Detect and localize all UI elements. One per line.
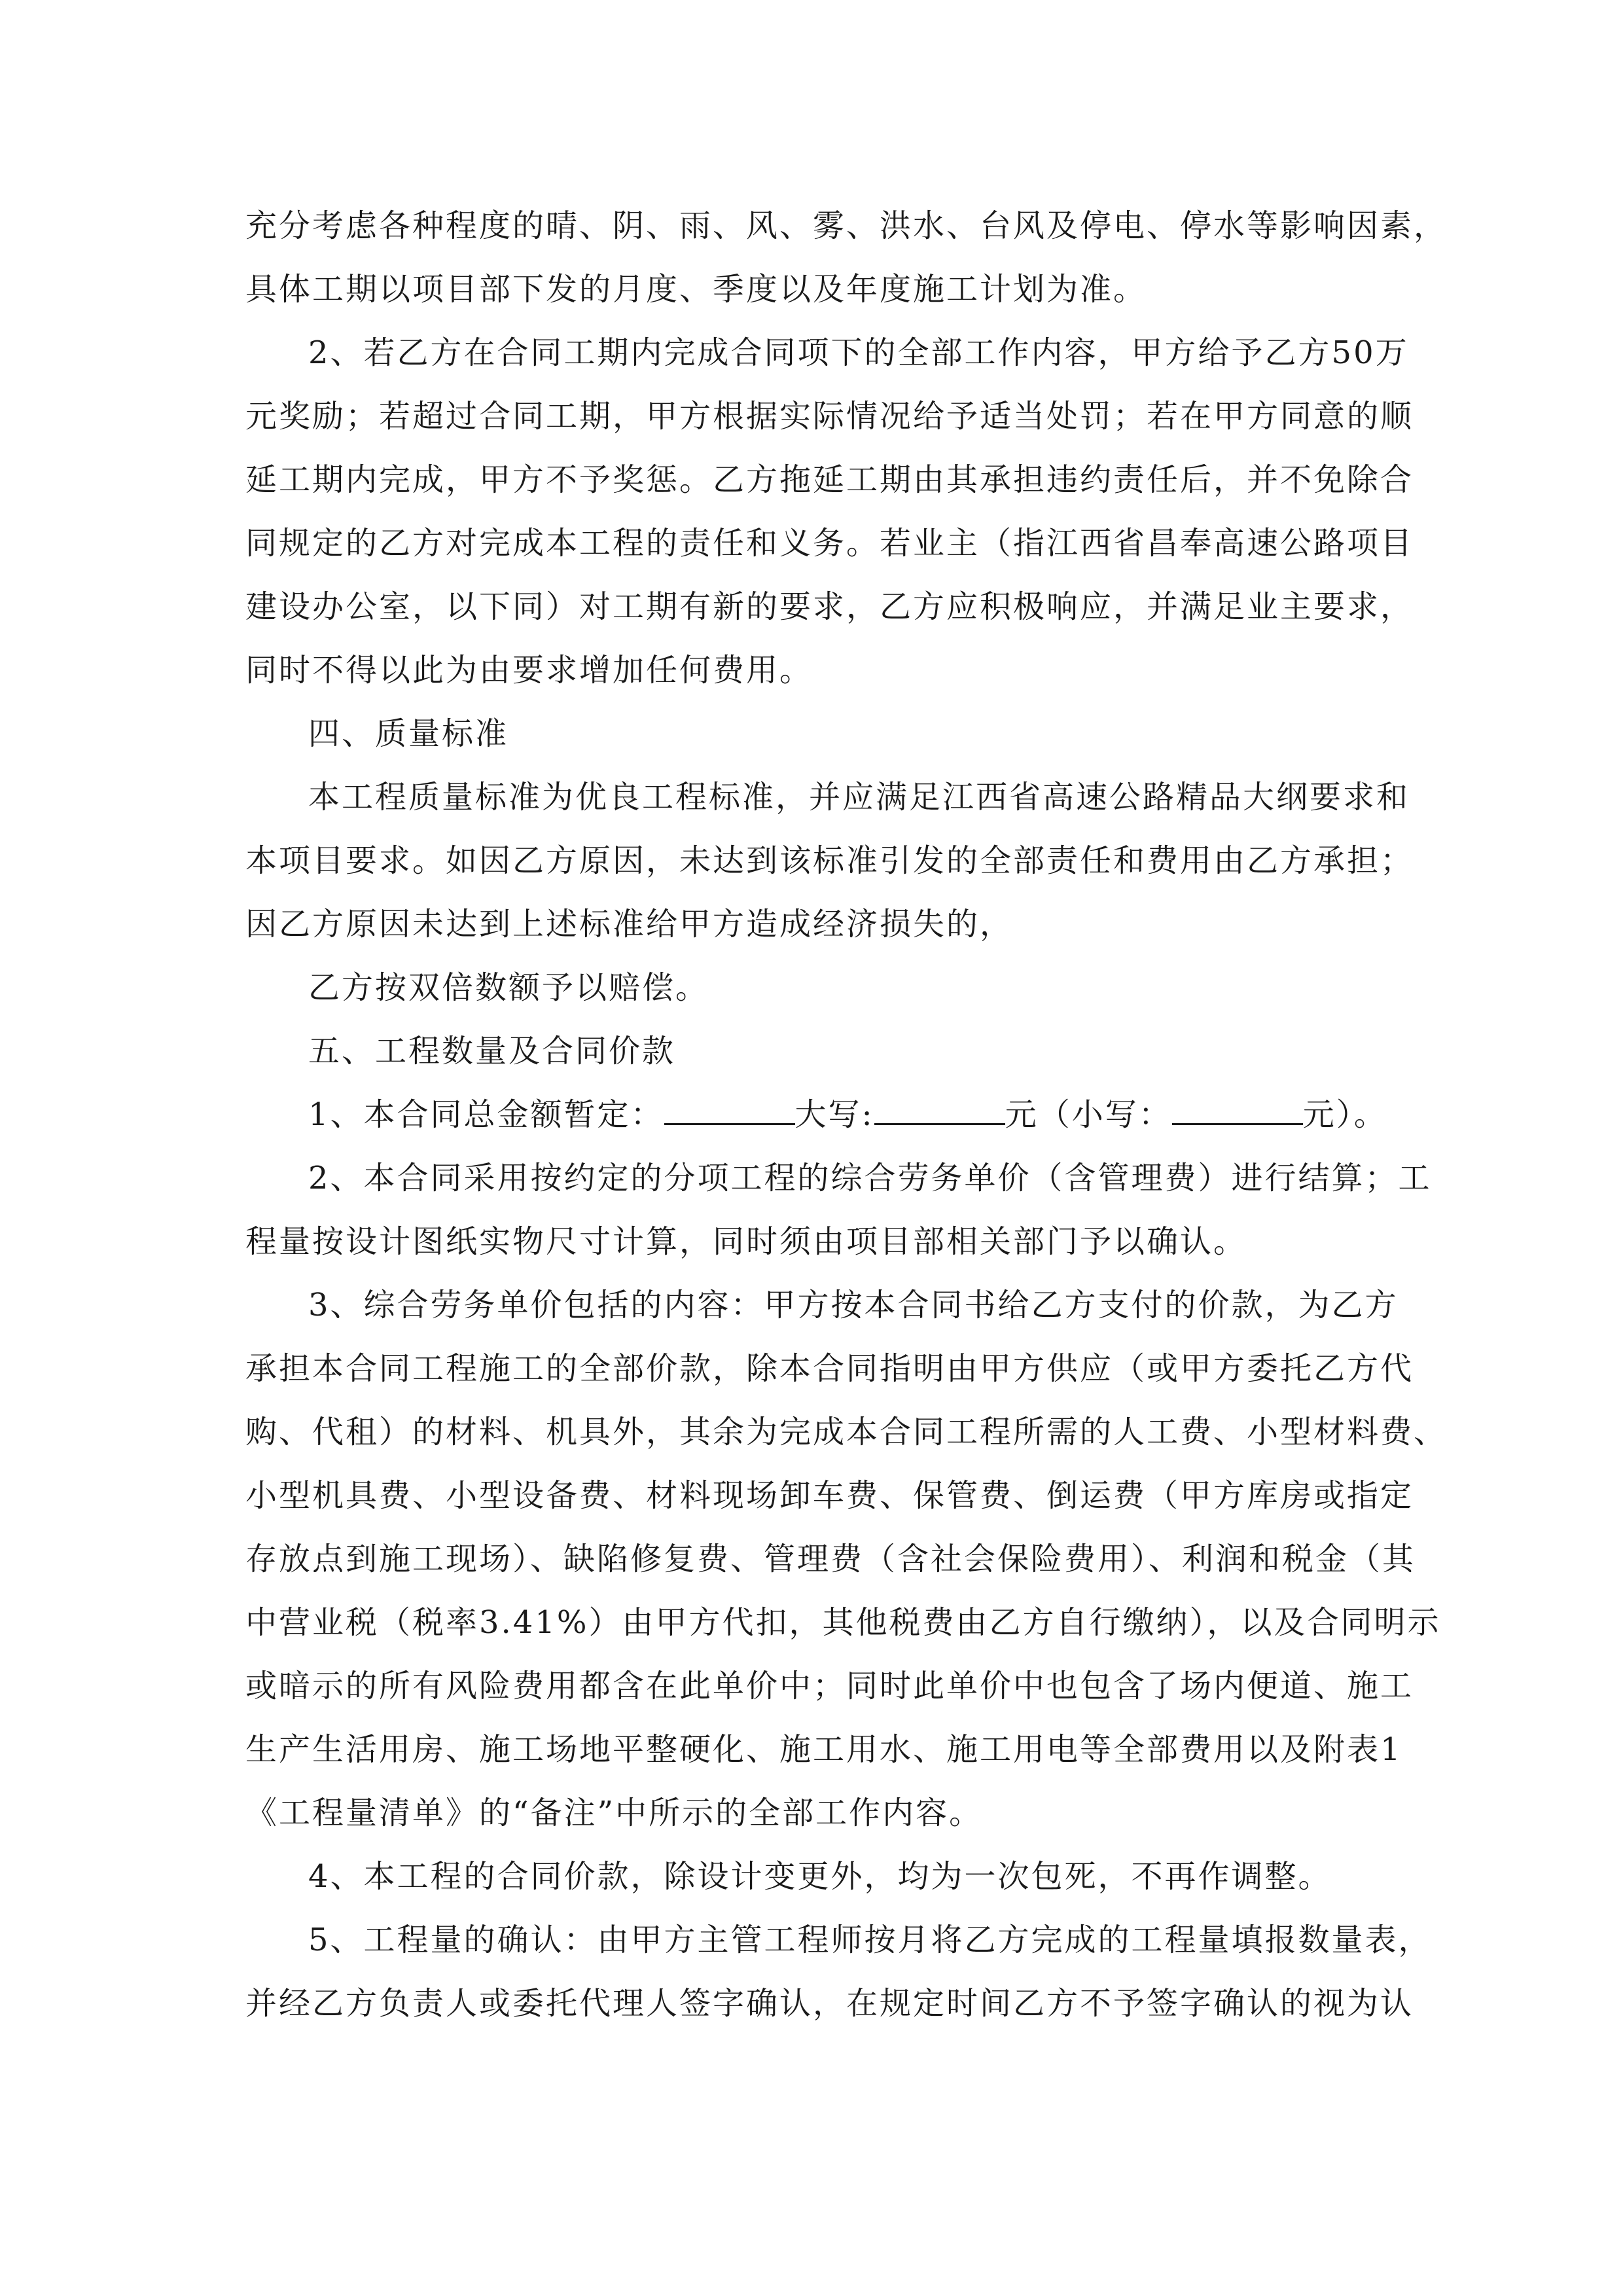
text-line: 本项目要求。如因乙方原因，未达到该标准引发的全部责任和费用由乙方承担； (245, 842, 1414, 879)
text-line: 存放点到施工现场）、缺陷修复费、管理费（含社会保险费用）、利润和税金（其 (245, 1541, 1416, 1577)
text-line: 同时不得以此为由要求增加任何费用。 (245, 652, 813, 689)
text-line: 元奖励；若超过合同工期，甲方根据实际情况给予适当处罚；若在甲方同意的顺 (245, 398, 1414, 435)
contract-amount-prefix: 1、本合同总金额暂定： (308, 1096, 664, 1133)
yuan-label: 元（小写： (1005, 1096, 1172, 1133)
text-line: 5、工程量的确认：由甲方主管工程师按月将乙方完成的工程量填报数量表， (308, 1922, 1432, 1958)
section-heading: 五、工程数量及合同价款 (308, 1033, 676, 1069)
text-line: 或暗示的所有风险费用都含在此单价中；同时此单价中也包含了场内便道、施工 (245, 1668, 1414, 1704)
xiaoxie-blank (1172, 1094, 1303, 1125)
text-line: 延工期内完成，甲方不予奖惩。乙方拖延工期由其承担违约责任后，并不免除合 (245, 461, 1414, 498)
text-line: 2、若乙方在合同工期内完成合同项下的全部工作内容，甲方给予乙方50万 (308, 334, 1409, 371)
daxie-label: 大写: (794, 1096, 874, 1133)
section-heading: 四、质量标准 (308, 715, 509, 752)
text-line: 因乙方原因未达到上述标准给甲方造成经济损失的， (245, 906, 1014, 942)
text-line: 程量按设计图纸实物尺寸计算，同时须由项目部相关部门予以确认。 (245, 1223, 1247, 1260)
text-line: 承担本合同工程施工的全部价款，除本合同指明由甲方供应（或甲方委托乙方代 (245, 1350, 1414, 1387)
text-line: 本工程质量标准为优良工程标准，并应满足江西省高速公路精品大纲要求和 (308, 779, 1410, 816)
text-line: 并经乙方负责人或委托代理人签字确认，在规定时间乙方不予签字确认的视为认 (245, 1985, 1414, 2022)
contract-amount-line (308, 1085, 1421, 1144)
text-line: 购、代租）的材料、机具外，其余为完成本合同工程所需的人工费、小型材料费、 (245, 1414, 1448, 1450)
daxie-blank (874, 1094, 1005, 1125)
text-line: 建设办公室，以下同）对工期有新的要求，乙方应积极响应，并满足业主要求， (245, 588, 1414, 625)
text-line: 中营业税（税率3.41%）由甲方代扣，其他税费由乙方自行缴纳），以及合同明示 (245, 1604, 1441, 1641)
text-line: 同规定的乙方对完成本工程的责任和义务。若业主（指江西省昌奉高速公路项目 (245, 525, 1414, 562)
line-end: 元）。 (1302, 1096, 1387, 1133)
text-line: 充分考虑各种程度的晴、阴、雨、风、雾、洪水、台风及停电、停水等影响因素， (245, 207, 1448, 244)
text-line: 《工程量清单》的“备注”中所示的全部工作内容。 (245, 1795, 983, 1831)
amount-blank (664, 1094, 795, 1125)
text-line: 2、本合同采用按约定的分项工程的综合劳务单价（含管理费）进行结算；工 (308, 1160, 1432, 1196)
text-line: 3、综合劳务单价包括的内容：甲方按本合同书给乙方支付的价款，为乙方 (308, 1287, 1399, 1323)
text-line: 生产生活用房、施工场地平整硬化、施工用水、施工用电等全部费用以及附表1 (245, 1731, 1402, 1768)
text-line: 乙方按双倍数额予以赔偿。 (308, 969, 709, 1006)
text-line: 具体工期以项目部下发的月度、季度以及年度施工计划为准。 (245, 271, 1147, 308)
text-line: 小型机具费、小型设备费、材料现场卸车费、保管费、倒运费（甲方库房或指定 (245, 1477, 1414, 1514)
text-line: 4、本工程的合同价款，除设计变更外，均为一次包死，不再作调整。 (308, 1858, 1332, 1895)
